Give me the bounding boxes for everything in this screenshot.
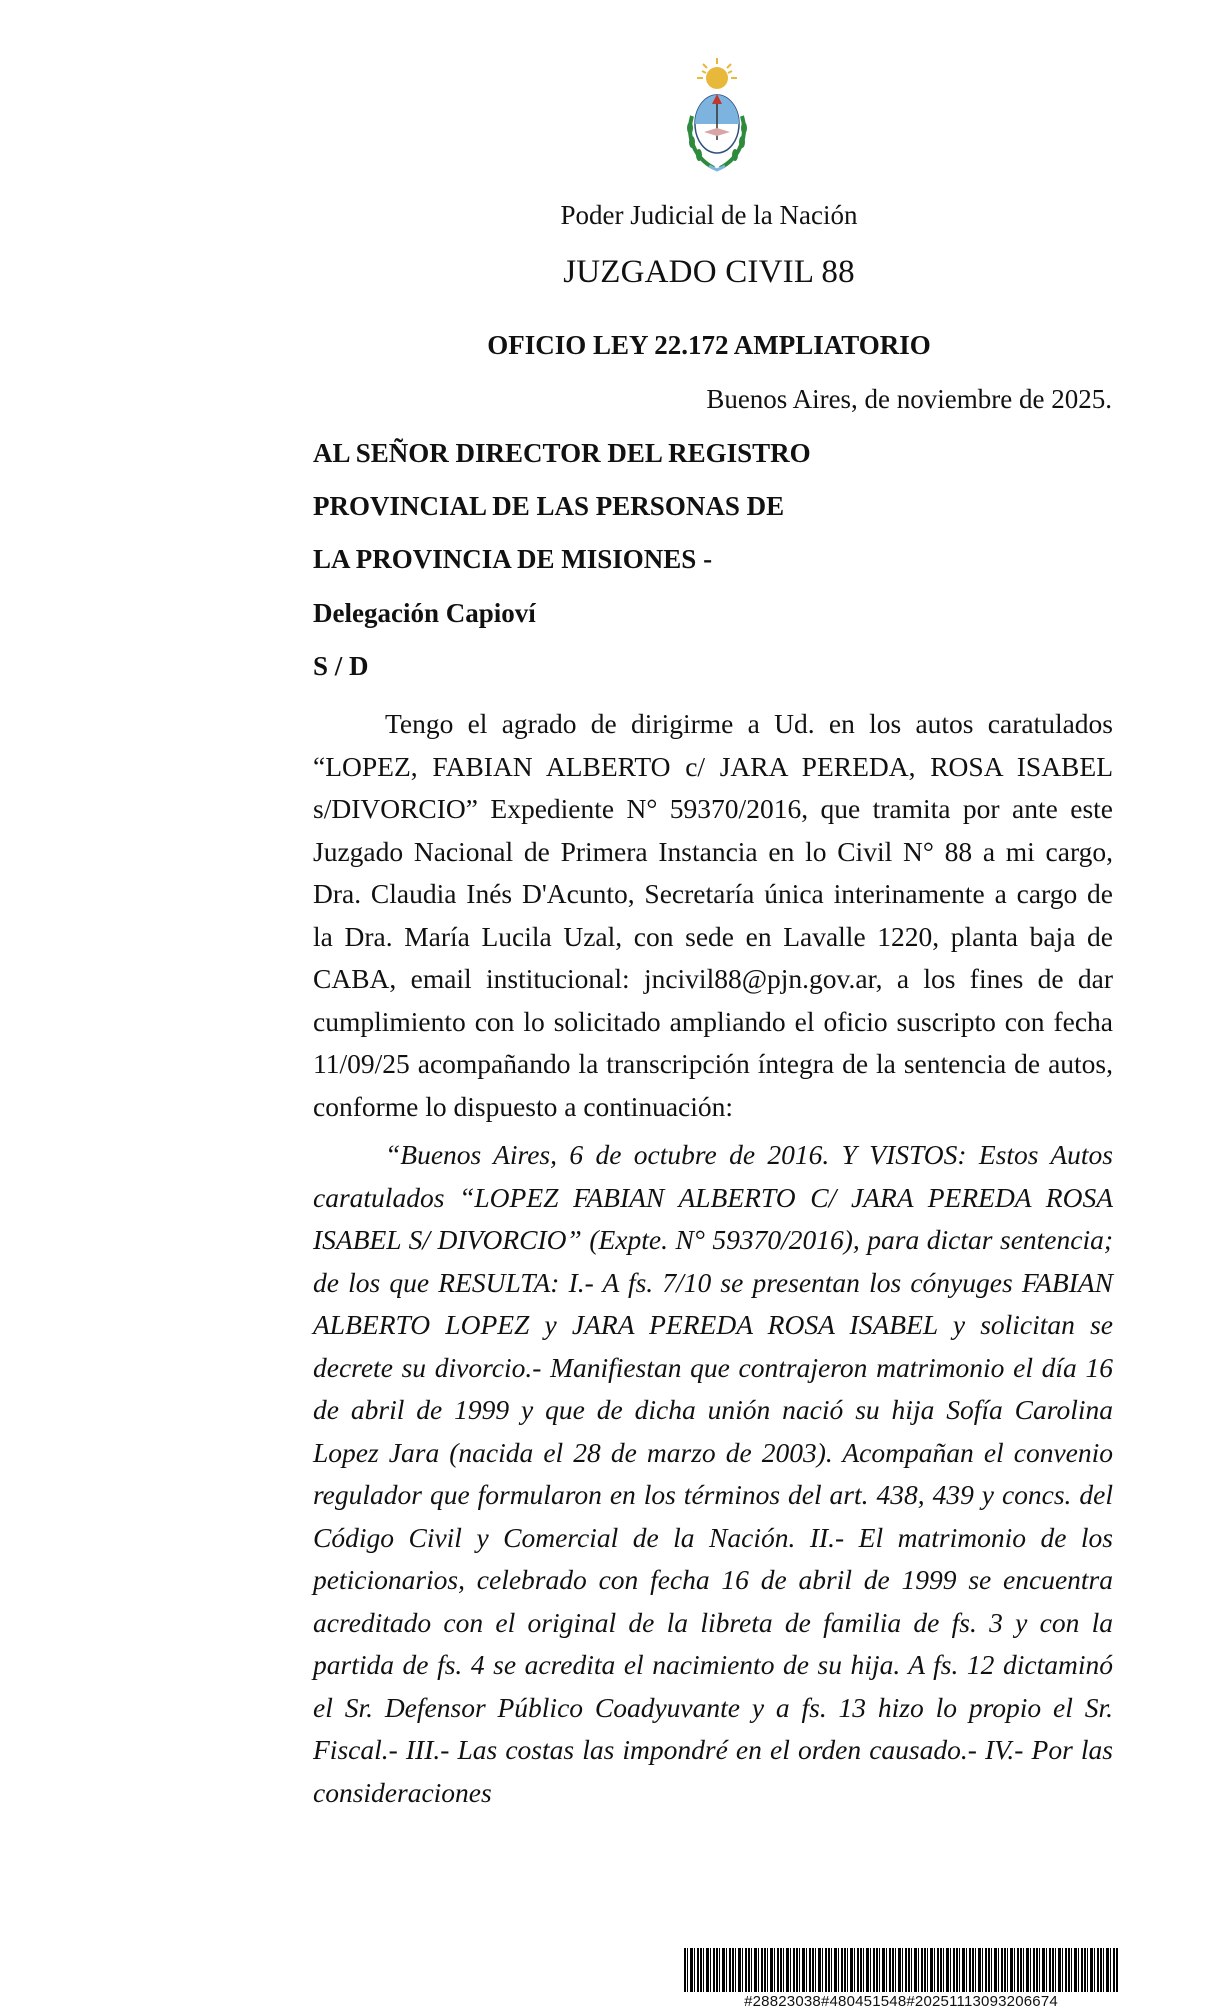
recipient-line: AL SEÑOR DIRECTOR DEL REGISTRO	[313, 438, 811, 468]
argentine-coat-of-arms-icon	[678, 58, 756, 174]
recipient-line: Delegación Capioví	[313, 598, 536, 628]
recipient-line: S / D	[313, 651, 369, 681]
body-paragraph-sentence: “Buenos Aires, 6 de octubre de 2016. Y VISTOS: Estos Autos caratulados “LOPEZ FABIAN ALBERTO C/ JARA PEREDA ROSA ISABEL S/ DIVORCIO” (Expte. N° 59370/2016), para dictar sentencia; de los que RESULTA: I.- A fs. 7/10 se presentan los cónyuges FABIAN ALBERTO LOPEZ y JARA PEREDA ROSA ISABEL y solicitan se decrete su divorcio.- Manifiestan que contrajeron matrimonio el día 16 de abril de 1999 y que de dicha unión nació su hija Sofía Carolina Lopez Jara (nacida el 28 de marzo de 2003). Acompañan el convenio regulador que formularon en los términos del art. 438, 439 y concs. del Código Civil y Comercial de la Nación. II.- El matrimonio de los peticionarios, celebrado con fecha 16 de abril de 1999 se encuentra acreditado con el original de la libreta de familia de fs. 3 y con la partida de fs. 4 se acredita el nacimiento de su hija. A fs. 12 dictaminó el Sr. Defensor Público Coadyuvante y a fs. 13 hizo lo propio el Sr. Fiscal.- III.- Las costas las impondré en el orden causado.- IV.- Por las consideraciones	[313, 1139, 1113, 1808]
court-unit: JUZGADO CIVIL 88	[563, 254, 855, 290]
date-line: Buenos Aires, de noviembre de 2025.	[706, 384, 1112, 414]
court-name: Poder Judicial de la Nación	[560, 200, 858, 230]
barcode-text: #28823038#480451548#20251113093206674	[744, 1993, 1058, 2010]
body-paragraph-intro: Tengo el agrado de dirigirme a Ud. en los autos caratulados “LOPEZ, FABIAN ALBERTO c/ JARA PEREDA, ROSA ISABEL s/DIVORCIO” Expediente N° 59370/2016, que tramita por ante este Juzgado Nacional de Primera Instancia en lo Civil N° 88 a mi cargo, Dra. Claudia Inés D'Acunto, Secretaría única interinamente a cargo de la Dra. María Lucila Uzal, con sede en Lavalle 1220, planta baja de CABA, email institucional: jncivil88@pjn.gov.ar, a los fines de dar cumplimiento con lo solicitado ampliando el oficio suscripto con fecha 11/09/25 acompañando la transcripción íntegra de la sentencia de autos, conforme lo dispuesto a continuación:	[313, 708, 1113, 1122]
recipient-line: LA PROVINCIA DE MISIONES -	[313, 544, 713, 574]
recipient-line: PROVINCIAL DE LAS PERSONAS DE	[313, 491, 785, 521]
barcode-bars	[684, 1948, 1118, 1992]
document-title: OFICIO LEY 22.172 AMPLIATORIO	[487, 330, 931, 360]
barcode	[684, 1948, 1124, 2016]
